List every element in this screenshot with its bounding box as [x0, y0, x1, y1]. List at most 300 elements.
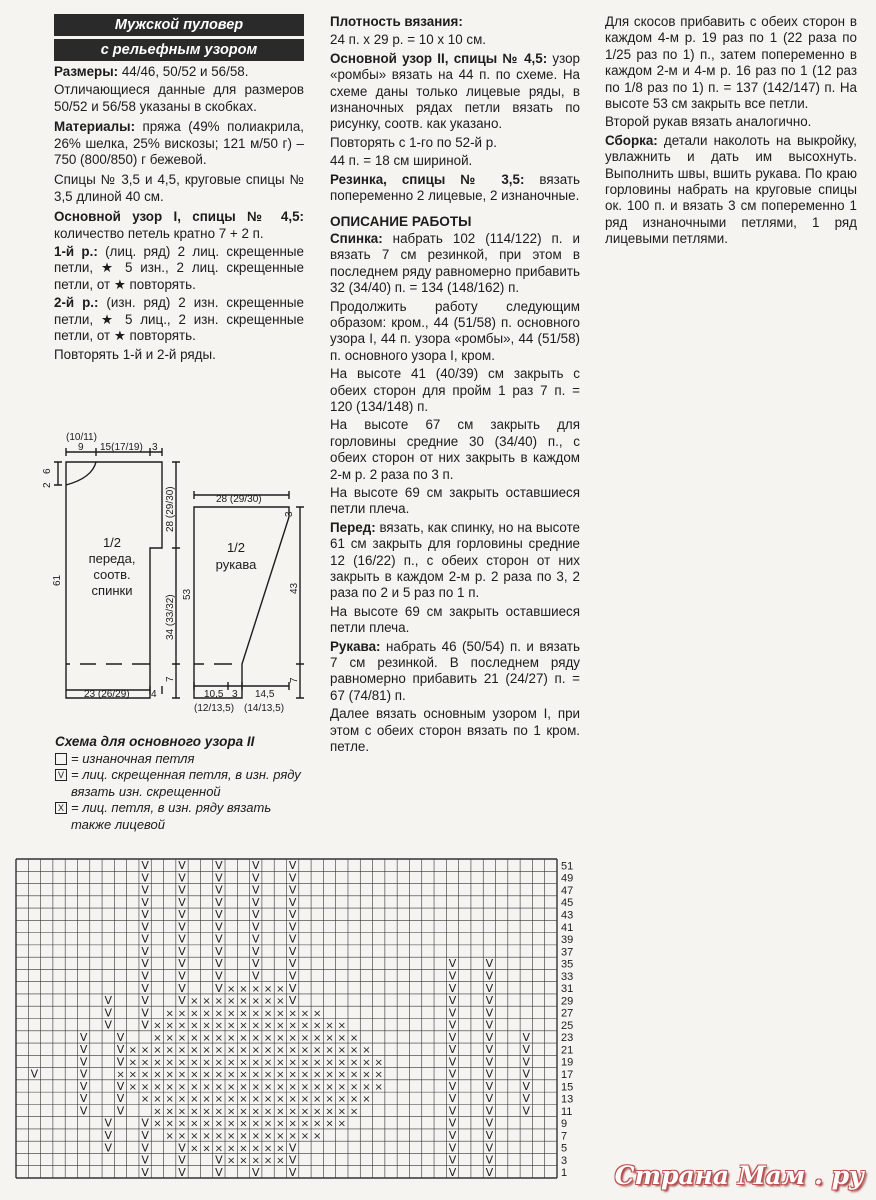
chart-cell-knit: ×: [239, 1106, 248, 1118]
chart-cell-twisted: V: [104, 1018, 112, 1032]
chart-cell-knit: ×: [251, 1118, 260, 1130]
front-text-2: На высоте 69 см закрыть оставшиеся петли плеча.: [330, 603, 580, 636]
chart-cell-twisted: V: [448, 1104, 457, 1118]
dim-shoulder: 15(17/19): [100, 442, 143, 453]
chart-cell-twisted: V: [141, 1141, 149, 1155]
chart-cell-knit: ×: [313, 1106, 322, 1118]
chart-cell-twisted: V: [288, 920, 297, 934]
chart-cell-twisted: V: [178, 859, 186, 873]
chart-cell-twisted: V: [448, 1092, 457, 1106]
chart-cell-knit: ×: [202, 1032, 211, 1044]
chart-cell-knit: ×: [202, 1069, 211, 1081]
chart-legend: [55, 734, 305, 833]
legend-heading: Схема для основного узора II: [55, 734, 255, 749]
chart-cell-knit: ×: [239, 1020, 248, 1032]
chart-cell-knit: ×: [251, 1020, 260, 1032]
chart-cell-twisted: V: [178, 969, 186, 983]
chart-cell-twisted: V: [485, 1104, 494, 1118]
chart-cell-twisted: V: [141, 920, 149, 934]
materials-paragraph: [54, 119, 304, 168]
chart-cell-knit: ×: [313, 1045, 322, 1057]
chart-cell-twisted: V: [485, 1043, 494, 1057]
chart-cell-knit: ×: [251, 1081, 260, 1093]
chart-row-label: 51: [561, 860, 574, 873]
chart-cell-knit: ×: [153, 1045, 162, 1057]
chart-cell-knit: ×: [263, 1069, 273, 1081]
chart-cell-knit: ×: [165, 1008, 174, 1020]
chart-cell-knit: ×: [263, 1081, 273, 1093]
chart-cell-knit: ×: [288, 1094, 297, 1106]
chart-cell-twisted: V: [116, 1043, 125, 1057]
chart-cell-knit: ×: [349, 1032, 359, 1044]
assembly-paragraph: [605, 133, 857, 248]
chart-cell-knit: ×: [251, 1130, 260, 1142]
chart-cell-knit: ×: [214, 1032, 224, 1044]
chart-cell-twisted: V: [251, 871, 260, 885]
sizes-text: 44/46, 50/52 и 56/58.: [118, 64, 249, 79]
front-label-2: переда,: [88, 551, 136, 566]
chart-row-label: 5: [561, 1142, 568, 1155]
chart-cell-knit: ×: [325, 1106, 334, 1118]
chart-row-label: 19: [561, 1056, 574, 1069]
chart-cell-twisted: V: [141, 981, 149, 995]
assembly-label: Сборка:: [605, 132, 658, 148]
chart-cell-knit: ×: [276, 996, 285, 1008]
chart-cell-twisted: V: [485, 1067, 494, 1081]
chart-cell-twisted: V: [215, 969, 223, 983]
density-label-text: Плотность вязания:: [330, 14, 463, 29]
chart-cell-knit: ×: [214, 1118, 224, 1130]
dim-neck-drop: 6: [42, 468, 53, 474]
chart-cell-twisted: V: [448, 1067, 457, 1081]
chart-cell-twisted: V: [522, 1079, 531, 1093]
chart-row-label: 23: [561, 1032, 574, 1045]
chart-cell-twisted: V: [448, 981, 457, 995]
chart-row-label: 7: [561, 1130, 568, 1143]
chart-cell-twisted: V: [485, 1018, 494, 1032]
chart-cell-twisted: V: [141, 1018, 149, 1032]
chart-cell-knit: ×: [226, 1032, 236, 1044]
chart-cell-knit: ×: [276, 1057, 285, 1069]
back-text-4: На высоте 67 см закрыть для горловины средние 30 (34/40) п., с обеих сторон от них закрыть в каждом 2-м р. 2 раза по 3 п.: [330, 417, 580, 482]
chart-cell-knit: ×: [239, 1155, 248, 1167]
density-label: [330, 14, 580, 30]
sleeve-label-2: рукава: [215, 557, 257, 572]
back-label: Спинка:: [330, 230, 383, 246]
sizes-note: Отличающиеся данные для размеров 50/52 и 56/58 указаны в скобках.: [54, 82, 304, 114]
chart-cell-knit: ×: [337, 1081, 347, 1093]
chart-cell-knit: ×: [177, 1130, 187, 1142]
front-label-1: 1/2: [102, 535, 122, 550]
rib-label: Резинка, спицы № 3,5:: [330, 171, 525, 187]
chart-cell-knit: ×: [177, 1057, 187, 1069]
chart-cell-twisted: V: [141, 871, 149, 885]
chart-cell-knit: ×: [202, 1130, 211, 1142]
chart-row-label: 39: [561, 934, 574, 947]
chart-cell-knit: ×: [214, 1130, 224, 1142]
chart-cell-twisted: V: [178, 994, 186, 1008]
chart-cell-knit: ×: [190, 1094, 199, 1106]
chart-cell-knit: ×: [214, 1020, 224, 1032]
dim-body-height: 61: [52, 574, 63, 586]
legend-text-knit: = лиц. петля, в изн. ряду вязать также лицевой: [71, 800, 272, 832]
purl-symbol-icon: [55, 753, 67, 765]
chart-cell-knit: ×: [202, 1094, 211, 1106]
chart-cell-twisted: V: [116, 1092, 125, 1106]
chart-cell-knit: ×: [288, 1106, 297, 1118]
chart-row-label: 35: [561, 958, 574, 971]
pattern1-text: количество петель кратно 7 + 2 п.: [54, 225, 264, 241]
chart-cell-knit: ×: [325, 1069, 334, 1081]
chart-cell-knit: ×: [251, 1069, 260, 1081]
chart-cell-knit: ×: [300, 1045, 310, 1057]
chart-cell-twisted: V: [79, 1079, 88, 1093]
dim-bottom-right: 4: [151, 689, 157, 700]
chart-cell-twisted: V: [288, 932, 297, 946]
chart-row-label: 3: [561, 1154, 568, 1167]
front-text: вязать, как спинку, но на высоте 61 см закрыть для горловины средние 12 (16/22) п., с обеих сторон от них закрыть в каждом 2-м р. 2 раза по 3, 2 раза по 2 и 5 раз по 1 п.: [330, 519, 580, 601]
chart-cell-knit: ×: [300, 1118, 310, 1130]
front-label: Перед:: [330, 519, 376, 535]
chart-row-label: 25: [561, 1019, 574, 1032]
chart-cell-twisted: V: [141, 1153, 149, 1167]
chart-cell-knit: ×: [116, 1069, 125, 1081]
materials-label: Материалы:: [54, 119, 136, 135]
chart-cell-knit: ×: [263, 1020, 273, 1032]
chart-cell-knit: ×: [263, 996, 273, 1008]
sleeve-paragraph: [330, 639, 580, 705]
row2-paragraph: [54, 295, 304, 344]
chart-cell-twisted: V: [141, 932, 149, 946]
rib-paragraph: [330, 172, 580, 205]
chart-cell-knit: ×: [263, 1118, 273, 1130]
dim-sleeve-bottom-2: 3: [232, 689, 238, 700]
legend-text-twisted: = лиц. скрещенная петля, в изн. ряду вязать изн. скрещенной: [71, 767, 301, 799]
chart-cell-twisted: V: [448, 1116, 457, 1130]
chart-cell-twisted: V: [522, 1055, 531, 1069]
chart-cell-knit: ×: [263, 1008, 273, 1020]
chart-cell-twisted: V: [288, 859, 297, 873]
chart-cell-knit: ×: [374, 1069, 383, 1081]
chart-cell-twisted: V: [288, 981, 297, 995]
chart-cell-knit: ×: [165, 1081, 174, 1093]
chart-cell-knit: ×: [226, 996, 236, 1008]
sleeve-text-2: Далее вязать основным узором I, при этом с обеих сторон вязать по 1 кром. петле.: [330, 706, 580, 755]
chart-cell-knit: ×: [153, 1057, 162, 1069]
chart-cell-knit: ×: [325, 1118, 334, 1130]
chart-cell-knit: ×: [190, 1020, 199, 1032]
chart-cell-knit: ×: [288, 1057, 297, 1069]
chart-cell-knit: ×: [190, 1118, 199, 1130]
row1-text: (лиц. ряд) 2 лиц. скрещенные петли, ★ 5 изн., 2 лиц. скрещенные петли, от ★ повторять.: [54, 244, 304, 292]
chart-row-label: 29: [561, 995, 574, 1008]
chart-cell-knit: ×: [226, 1130, 236, 1142]
chart-cell-knit: ×: [177, 1020, 187, 1032]
chart-cell-knit: ×: [251, 1143, 260, 1155]
chart-cell-twisted: V: [178, 1153, 186, 1167]
chart-cell-knit: ×: [214, 1057, 224, 1069]
chart-cell-knit: ×: [313, 1008, 322, 1020]
chart-cell-knit: ×: [239, 1032, 248, 1044]
assembly-text: детали наколоть на выкройку, увлажнить и дать им высохнуть. Выполнить швы, вшить рукава. По краю горловины набрать на круговые спицы ок. 100 п. и вязать 3 см попеременно 1 ряд изнаночными петлями, 1 ряд лицевыми петлями.: [605, 132, 857, 247]
chart-cell-twisted: V: [485, 1055, 494, 1069]
chart-cell-twisted: V: [485, 994, 494, 1008]
chart-cell-twisted: V: [79, 1043, 88, 1057]
chart-cell-knit: ×: [263, 983, 273, 995]
chart-cell-knit: ×: [165, 1094, 174, 1106]
chart-cell-knit: ×: [276, 1130, 285, 1142]
row1-label: 1-й р.:: [54, 244, 98, 260]
chart-cell-knit: ×: [214, 1094, 224, 1106]
chart-cell-twisted: V: [251, 1165, 260, 1179]
chart-cell-knit: ×: [337, 1118, 347, 1130]
back-paragraph: [330, 231, 580, 297]
back-text-5: На высоте 69 см закрыть оставшиеся петли плеча.: [330, 484, 580, 517]
chart-cell-knit: ×: [226, 1081, 236, 1093]
chart-cell-knit: ×: [263, 1032, 273, 1044]
chart-cell-knit: ×: [239, 1045, 248, 1057]
dim-armhole-height: 28 (29/30): [165, 486, 176, 532]
chart-cell-knit: ×: [251, 1057, 260, 1069]
second-sleeve-text: Второй рукав вязать аналогично.: [605, 114, 812, 130]
chart-cell-knit: ×: [202, 1020, 211, 1032]
chart-cell-twisted: V: [485, 1128, 494, 1142]
chart-cell-knit: ×: [362, 1057, 371, 1069]
chart-cell-twisted: V: [485, 957, 494, 971]
chart-cell-twisted: V: [448, 1018, 457, 1032]
chart-cell-knit: ×: [190, 996, 199, 1008]
chart-cell-twisted: V: [448, 1055, 457, 1069]
row1-paragraph: [54, 244, 304, 293]
chart-cell-twisted: V: [522, 1104, 531, 1118]
chart-cell-knit: ×: [214, 996, 224, 1008]
chart-cell-twisted: V: [215, 957, 223, 971]
chart-cell-knit: ×: [239, 1081, 248, 1093]
chart-cell-twisted: V: [104, 1128, 112, 1142]
chart-cell-twisted: V: [288, 1141, 297, 1155]
chart-cell-knit: ×: [214, 1081, 224, 1093]
front-outline: [66, 462, 162, 698]
chart-cell-knit: ×: [165, 1045, 174, 1057]
knit-symbol-icon: X: [55, 802, 67, 814]
chart-cell-knit: ×: [226, 1106, 236, 1118]
pattern2-label: Основной узор II, спицы № 4,5:: [330, 50, 548, 66]
chart-cell-knit: ×: [153, 1106, 162, 1118]
chart-row-label: 9: [561, 1118, 568, 1131]
chart-cell-twisted: V: [30, 1067, 39, 1081]
chart-cell-twisted: V: [215, 1153, 223, 1167]
dim-sleeve-bottom-1: 10,5: [204, 689, 224, 700]
chart-cell-knit: ×: [337, 1069, 347, 1081]
pattern2-repeat: Повторять с 1-го по 52-й р.: [330, 134, 497, 150]
chart-cell-knit: ×: [276, 1118, 285, 1130]
chart-row-label: 33: [561, 970, 574, 983]
pattern2-text: узор «ромбы» вязать на 44 п. по схеме. На схеме даны только лицевые ряды, в изнаночных рядах петли вязать по рисунку, соотв. как указано.: [330, 50, 580, 132]
chart-cell-knit: ×: [202, 1081, 211, 1093]
chart-cell-twisted: V: [288, 908, 297, 922]
chart-cell-knit: ×: [251, 996, 260, 1008]
chart-cell-knit: ×: [300, 1069, 310, 1081]
chart-cell-knit: ×: [190, 1143, 199, 1155]
chart-cell-knit: ×: [300, 1094, 310, 1106]
chart-cell-twisted: V: [448, 1030, 457, 1044]
sizes-label: Размеры:: [54, 64, 119, 79]
chart-cell-knit: ×: [202, 1008, 211, 1020]
chart-cell-knit: ×: [226, 1008, 236, 1020]
chart-cell-knit: ×: [300, 1130, 310, 1142]
chart-cell-twisted: V: [485, 1153, 494, 1167]
chart-cell-twisted: V: [522, 1043, 531, 1057]
chart-cell-knit: ×: [177, 1032, 187, 1044]
needles-text: Спицы № 3,5 и 4,5, круговые спицы № 3,5 длиной 40 см.: [54, 172, 304, 204]
chart-cell-knit: ×: [177, 1045, 187, 1057]
chart-cell-knit: ×: [153, 1069, 162, 1081]
chart-cell-twisted: V: [178, 920, 186, 934]
back-text-2: Продолжить работу следующим образом: кром., 44 (51/58) п. основного узора I, 44 п. узора «ромбы», 44 (51/58) п. основного узора I, кром.: [330, 298, 580, 363]
chart-cell-knit: ×: [165, 1106, 174, 1118]
chart-cell-knit: ×: [288, 1118, 297, 1130]
chart-cell-knit: ×: [251, 1106, 260, 1118]
chart-cell-knit: ×: [337, 1020, 347, 1032]
chart-cell-twisted: V: [215, 1165, 223, 1179]
dim-arm-notch: 3: [152, 442, 158, 453]
chart-cell-knit: ×: [140, 1057, 150, 1069]
chart-cell-knit: ×: [263, 1045, 273, 1057]
chart-cell-knit: ×: [325, 1045, 334, 1057]
chart-cell-twisted: V: [178, 871, 186, 885]
chart-cell-twisted: V: [141, 895, 149, 909]
chart-cell-twisted: V: [104, 994, 112, 1008]
chart-cell-knit: ×: [276, 1081, 285, 1093]
dim-neck-drop-2: 2: [42, 482, 53, 488]
chart-cell-twisted: V: [141, 944, 149, 958]
chart-cell-twisted: V: [288, 1153, 297, 1167]
sleeve-outline: [194, 507, 289, 698]
chart-cell-twisted: V: [141, 1116, 149, 1130]
chart-cell-knit: ×: [313, 1057, 322, 1069]
back-text: набрать 102 (114/122) п. и вязать 7 см резинкой, при этом в последнем ряду равномерно прибавить 32 (34/40) п. = 134 (148/162) п.: [330, 230, 580, 296]
chart-cell-twisted: V: [251, 895, 260, 909]
chart-cell-twisted: V: [448, 1141, 457, 1155]
chart-cell-knit: ×: [239, 983, 248, 995]
chart-cell-knit: ×: [190, 1032, 199, 1044]
chart-cell-knit: ×: [239, 1130, 248, 1142]
chart-cell-twisted: V: [215, 981, 223, 995]
chart-cell-knit: ×: [300, 1032, 310, 1044]
chart-cell-knit: ×: [276, 1106, 285, 1118]
chart-cell-knit: ×: [214, 1106, 224, 1118]
chart-cell-knit: ×: [165, 1118, 174, 1130]
chart-row-label: 45: [561, 897, 574, 910]
chart-cell-twisted: V: [215, 859, 223, 873]
chart-cell-knit: ×: [177, 1106, 187, 1118]
chart-cell-knit: ×: [226, 1069, 236, 1081]
chart-cell-twisted: V: [485, 1079, 494, 1093]
chart-cell-knit: ×: [362, 1045, 371, 1057]
chart-row-label: 1: [561, 1167, 568, 1180]
chart-cell-twisted: V: [448, 1043, 457, 1057]
chart-cell-knit: ×: [226, 1094, 236, 1106]
chart-cell-knit: ×: [202, 1057, 211, 1069]
chart-cell-twisted: V: [215, 908, 223, 922]
chart-cell-knit: ×: [325, 1032, 334, 1044]
chart-cell-twisted: V: [215, 895, 223, 909]
chart-cell-knit: ×: [362, 1094, 371, 1106]
chart-cell-twisted: V: [288, 883, 297, 897]
sleeve-text: набрать 46 (50/54) п. и вязать 7 см резинкой. В последнем ряду равномерно прибавить 21 (24/27) п. = 67 (74/81) п.: [330, 638, 580, 703]
dim-sleeve-bottom-1-sizes: (12/13,5): [194, 703, 235, 714]
chart-row-label: 15: [561, 1081, 574, 1094]
chart-cell-knit: ×: [276, 983, 285, 995]
chart-cell-knit: ×: [202, 996, 211, 1008]
chart-cell-knit: ×: [288, 1045, 297, 1057]
chart-cell-twisted: V: [215, 883, 223, 897]
chart-cell-twisted: V: [178, 1165, 186, 1179]
chart-cell-knit: ×: [288, 1081, 297, 1093]
dim-sleeve-rib: 7: [289, 677, 300, 683]
chart-cell-knit: ×: [214, 1045, 224, 1057]
chart-cell-twisted: V: [251, 932, 260, 946]
chart-cell-knit: ×: [214, 1069, 224, 1081]
chart-cell-twisted: V: [288, 871, 297, 885]
chart-cell-knit: ×: [263, 1130, 273, 1142]
chart-cell-twisted: V: [141, 883, 149, 897]
chart-cell-twisted: V: [141, 969, 149, 983]
chart-cell-knit: ×: [276, 1008, 285, 1020]
chart-cell-knit: ×: [177, 1008, 187, 1020]
chart-cell-knit: ×: [313, 1020, 322, 1032]
chart-cell-twisted: V: [251, 969, 260, 983]
chart-cell-knit: ×: [362, 1069, 371, 1081]
chart-cell-twisted: V: [485, 1006, 494, 1020]
chart-cell-knit: ×: [325, 1057, 334, 1069]
chart-cell-knit: ×: [140, 1069, 150, 1081]
chart-cell-knit: ×: [300, 1106, 310, 1118]
chart-cell-knit: ×: [313, 1118, 322, 1130]
twisted-stitch-symbol-icon: V: [55, 769, 67, 781]
chart-cell-twisted: V: [448, 1079, 457, 1093]
chart-cell-knit: ×: [251, 1045, 260, 1057]
chart-cell-knit: ×: [263, 1094, 273, 1106]
chart-row-label: 37: [561, 946, 574, 959]
chart-cell-knit: ×: [165, 1130, 174, 1142]
chart-cell-knit: ×: [190, 1057, 199, 1069]
chart-cell-twisted: V: [251, 883, 260, 897]
chart-cell-knit: ×: [349, 1057, 359, 1069]
chart-cell-twisted: V: [79, 1030, 88, 1044]
chart-cell-twisted: V: [448, 994, 457, 1008]
chart-cell-twisted: V: [116, 1055, 125, 1069]
pattern1-paragraph: [54, 209, 304, 242]
chart-cell-twisted: V: [116, 1104, 125, 1118]
chart-cell-knit: ×: [288, 1020, 297, 1032]
chart-cell-knit: ×: [190, 1106, 199, 1118]
chart-cell-knit: ×: [128, 1081, 138, 1093]
chart-cell-knit: ×: [251, 1094, 260, 1106]
chart-cell-twisted: V: [448, 1153, 457, 1167]
chart-cell-twisted: V: [178, 957, 186, 971]
chart-cell-twisted: V: [288, 969, 297, 983]
dim-side-height: 34 (33/32): [165, 594, 176, 640]
chart-row-label: 43: [561, 909, 574, 922]
chart-cell-knit: ×: [263, 1057, 273, 1069]
chart-cell-knit: ×: [226, 1118, 236, 1130]
work-heading: ОПИСАНИЕ РАБОТЫ: [330, 214, 472, 230]
chart-row-label: 47: [561, 884, 574, 897]
chart-cell-knit: ×: [190, 1045, 199, 1057]
chart-cell-knit: ×: [337, 1057, 347, 1069]
chart-row-label: 11: [561, 1105, 573, 1118]
